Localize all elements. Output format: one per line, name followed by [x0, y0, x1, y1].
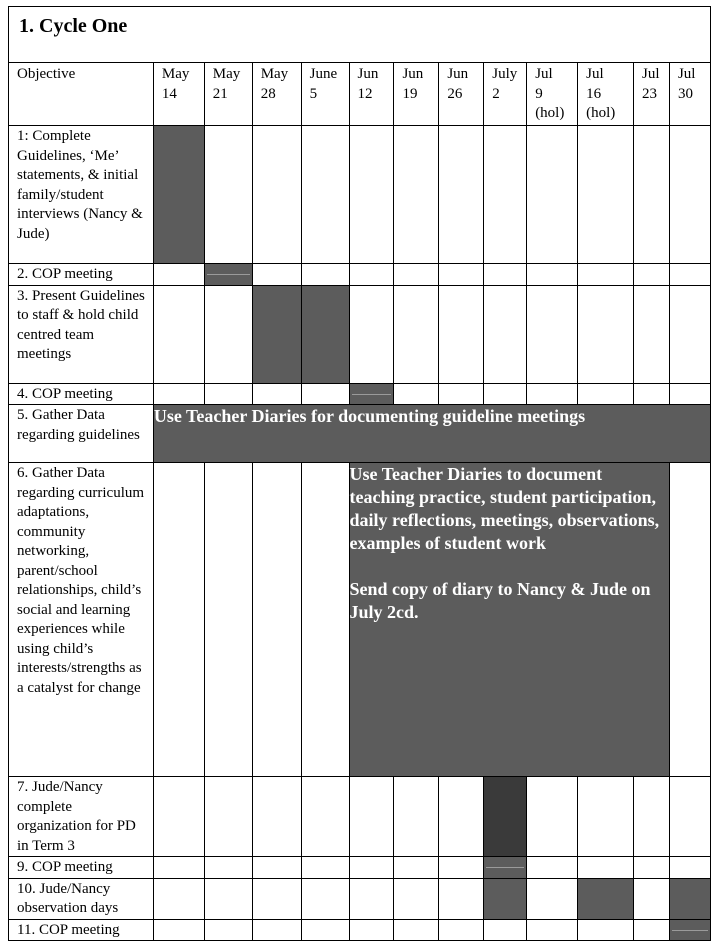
- table-row: [9, 777, 711, 857]
- objective-cell: 3. Present Guidelines to staff & hold child centred team meetings: [9, 285, 154, 383]
- shaded-cell: [252, 285, 301, 383]
- objective-cell: 10. Jude/Nancy observation days: [9, 878, 154, 919]
- objective-header: Objective: [9, 63, 154, 126]
- header-row: [9, 63, 711, 126]
- objective-cell: 1: Complete Guidelines, ‘Me’ statements, & initial family/student interviews (Nancy & Jude): [9, 126, 154, 264]
- shaded-cell: [578, 878, 634, 919]
- shaded-cell: [204, 264, 252, 286]
- shaded-cell: [301, 285, 349, 383]
- objective-cell: 6. Gather Data regarding curriculum adaptations, community networking, parent/school relationships, child’s social and learning experiences while using child’s interests/strengths as a catalyst for change: [9, 463, 154, 777]
- shaded-cell: [484, 878, 527, 919]
- week-header: May 21: [204, 63, 252, 126]
- week-header: Jul 23: [634, 63, 670, 126]
- table-row: [9, 285, 711, 383]
- week-header: Jun 26: [439, 63, 484, 126]
- table-row: [9, 405, 711, 463]
- shaded-note-cell: [349, 463, 669, 777]
- week-header: May 28: [252, 63, 301, 126]
- objective-cell: 7. Jude/Nancy complete organization for PD in Term 3: [9, 777, 154, 857]
- table-row: [9, 383, 711, 405]
- table-row: [9, 857, 711, 879]
- shaded-cell: [484, 777, 527, 857]
- schedule-document: [8, 6, 711, 936]
- note-text: Send copy of diary to Nancy & Jude on July 2cd.: [349, 579, 651, 622]
- week-header: Jul 30: [669, 63, 710, 126]
- objective-cell: 2. COP meeting: [9, 264, 154, 286]
- note-text: Use Teacher Diaries to document teaching practice, student participation, daily reflections, meetings, observations, examples of student work: [349, 464, 660, 553]
- shaded-cell: [669, 878, 710, 919]
- week-header: May 14: [153, 63, 204, 126]
- week-header: July 2: [484, 63, 527, 126]
- shaded-cell: [669, 919, 710, 941]
- table-row: [9, 463, 711, 777]
- objective-cell: 4. COP meeting: [9, 383, 154, 405]
- title-box: [8, 6, 711, 62]
- shaded-note-cell: [153, 405, 710, 463]
- objective-cell: 9. COP meeting: [9, 857, 154, 879]
- table-row: [9, 264, 711, 286]
- table-row: [9, 919, 711, 941]
- week-header: June 5: [301, 63, 349, 126]
- objective-cell: 11. COP meeting: [9, 919, 154, 941]
- shaded-cell: [153, 126, 204, 264]
- week-header: Jul 16 (hol): [578, 63, 634, 126]
- week-header: Jun 19: [394, 63, 439, 126]
- schedule-table: [8, 62, 711, 941]
- table-row: [9, 126, 711, 264]
- week-header: Jun 12: [349, 63, 394, 126]
- page-title: 1. Cycle One: [19, 15, 128, 37]
- table-row: [9, 878, 711, 919]
- week-header: Jul 9 (hol): [527, 63, 578, 126]
- note-text: Use Teacher Diaries for documenting guideline meetings: [153, 406, 586, 426]
- objective-cell: 5. Gather Data regarding guidelines: [9, 405, 154, 463]
- shaded-cell: [349, 383, 394, 405]
- shaded-cell: [484, 857, 527, 879]
